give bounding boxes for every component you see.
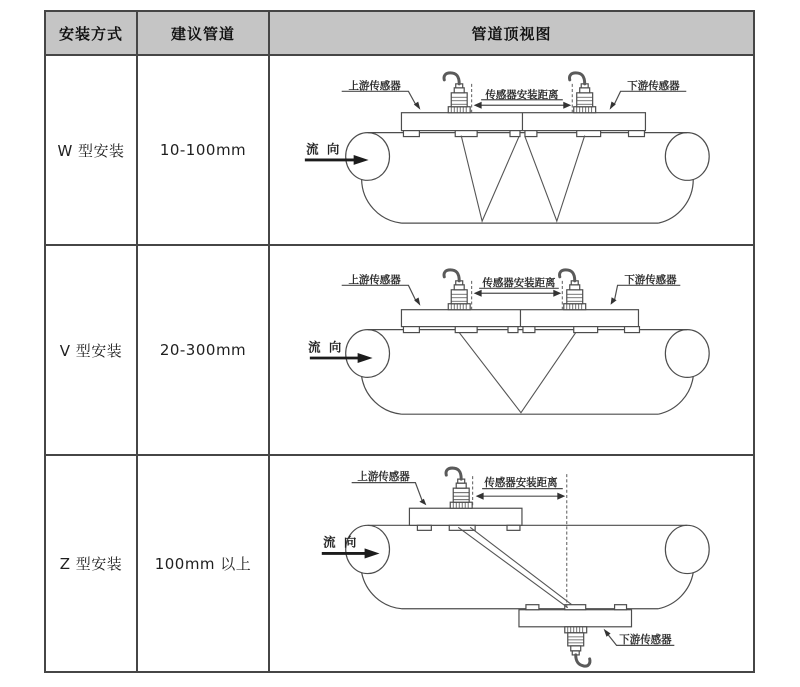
pipe-size-cell-w: 10-100mm [138, 56, 270, 246]
upstream-sensor-callout [342, 79, 421, 110]
leader-arrowhead-icon [419, 499, 426, 506]
distance-arrowhead-right-icon [553, 290, 561, 297]
flow-direction-annotation [322, 534, 380, 558]
downstream-sensor-callout [610, 79, 687, 110]
w-installation-diagram [270, 56, 753, 244]
downstream-transducer-icon [565, 627, 590, 666]
upstream-sensor-callout [342, 273, 421, 306]
downstream-sensor-label: 下游传感器 [624, 273, 677, 286]
ultrasonic-beam-path-z [458, 527, 572, 607]
distance-arrowhead-left-icon [476, 493, 484, 500]
upstream-sensor-callout [352, 470, 427, 505]
leader-arrowhead-icon [611, 297, 617, 304]
downstream-sensor-callout [611, 273, 681, 305]
pipe-outline [346, 330, 709, 415]
leader-arrowhead-icon [604, 629, 611, 637]
installation-table [44, 10, 755, 673]
distance-arrowhead-left-icon [474, 102, 482, 109]
method-cell-v: V 型安装 [46, 246, 138, 456]
diagram-cell-z [270, 456, 753, 671]
distance-arrowhead-left-icon [474, 290, 482, 297]
downstream-sensor-label: 下游传感器 [627, 79, 680, 92]
upstream-sensor-label: 上游传感器 [348, 273, 401, 286]
flow-direction-label: 流 向 [308, 339, 344, 355]
downstream-sensor-callout [604, 629, 675, 646]
distance-arrowhead-right-icon [563, 102, 571, 109]
header-recommended-pipe: 建议管道 [138, 12, 270, 56]
flow-direction-label: 流 向 [306, 141, 342, 157]
flow-direction-label: 流 向 [323, 534, 359, 550]
upstream-transducer-icon [446, 468, 472, 508]
sensor-distance-label: 传感器安装距离 [484, 477, 558, 490]
flow-arrow-icon [358, 353, 373, 363]
upstream-transducer-icon [444, 270, 470, 310]
sensor-distance-annotation [474, 276, 562, 297]
pipe-break-symbol-right [658, 525, 709, 608]
flow-arrow-icon [365, 548, 380, 558]
distance-arrowhead-right-icon [557, 493, 565, 500]
v-installation-diagram [270, 246, 753, 454]
ultrasonic-beam-path-w [461, 136, 584, 222]
downstream-transducer-icon [570, 73, 596, 113]
header-install-method: 安装方式 [46, 12, 138, 56]
pipe-size-cell-z: 100mm 以上 [138, 456, 270, 671]
upstream-sensor-label: 上游传感器 [357, 471, 410, 484]
pipe-outline [346, 525, 709, 608]
sensor-distance-annotation [474, 88, 572, 109]
sensor-distance-annotation [476, 476, 566, 500]
downstream-sensor-label: 下游传感器 [619, 633, 672, 646]
pipe-size-cell-v: 20-300mm [138, 246, 270, 456]
flow-direction-annotation [308, 339, 372, 362]
upstream-transducer-icon [444, 73, 470, 113]
diagram-cell-v [270, 246, 753, 456]
method-cell-w: W 型安装 [46, 56, 138, 246]
method-cell-z: Z 型安装 [46, 456, 138, 671]
ultrasonic-beam-path-v [459, 333, 576, 413]
diagram-cell-w [270, 56, 753, 246]
pipe-break-symbol-right [658, 133, 709, 224]
downstream-transducer-icon [560, 270, 586, 310]
z-installation-diagram [270, 456, 753, 671]
upstream-sensor-label: 上游传感器 [348, 79, 401, 92]
header-pipe-top-view: 管道顶视图 [270, 12, 753, 56]
pipe-break-symbol-left [346, 330, 402, 415]
flow-arrow-icon [354, 155, 369, 165]
pipe-break-symbol-right [658, 330, 709, 415]
sensor-distance-label: 传感器安装距离 [485, 88, 559, 101]
pipe-break-symbol-left [346, 133, 402, 224]
lower-mounting-rail [519, 605, 632, 627]
upper-mounting-rail [409, 508, 522, 530]
sensor-distance-label: 传感器安装距离 [482, 276, 556, 289]
pipe-outline [346, 133, 709, 224]
flow-direction-annotation [305, 141, 369, 164]
